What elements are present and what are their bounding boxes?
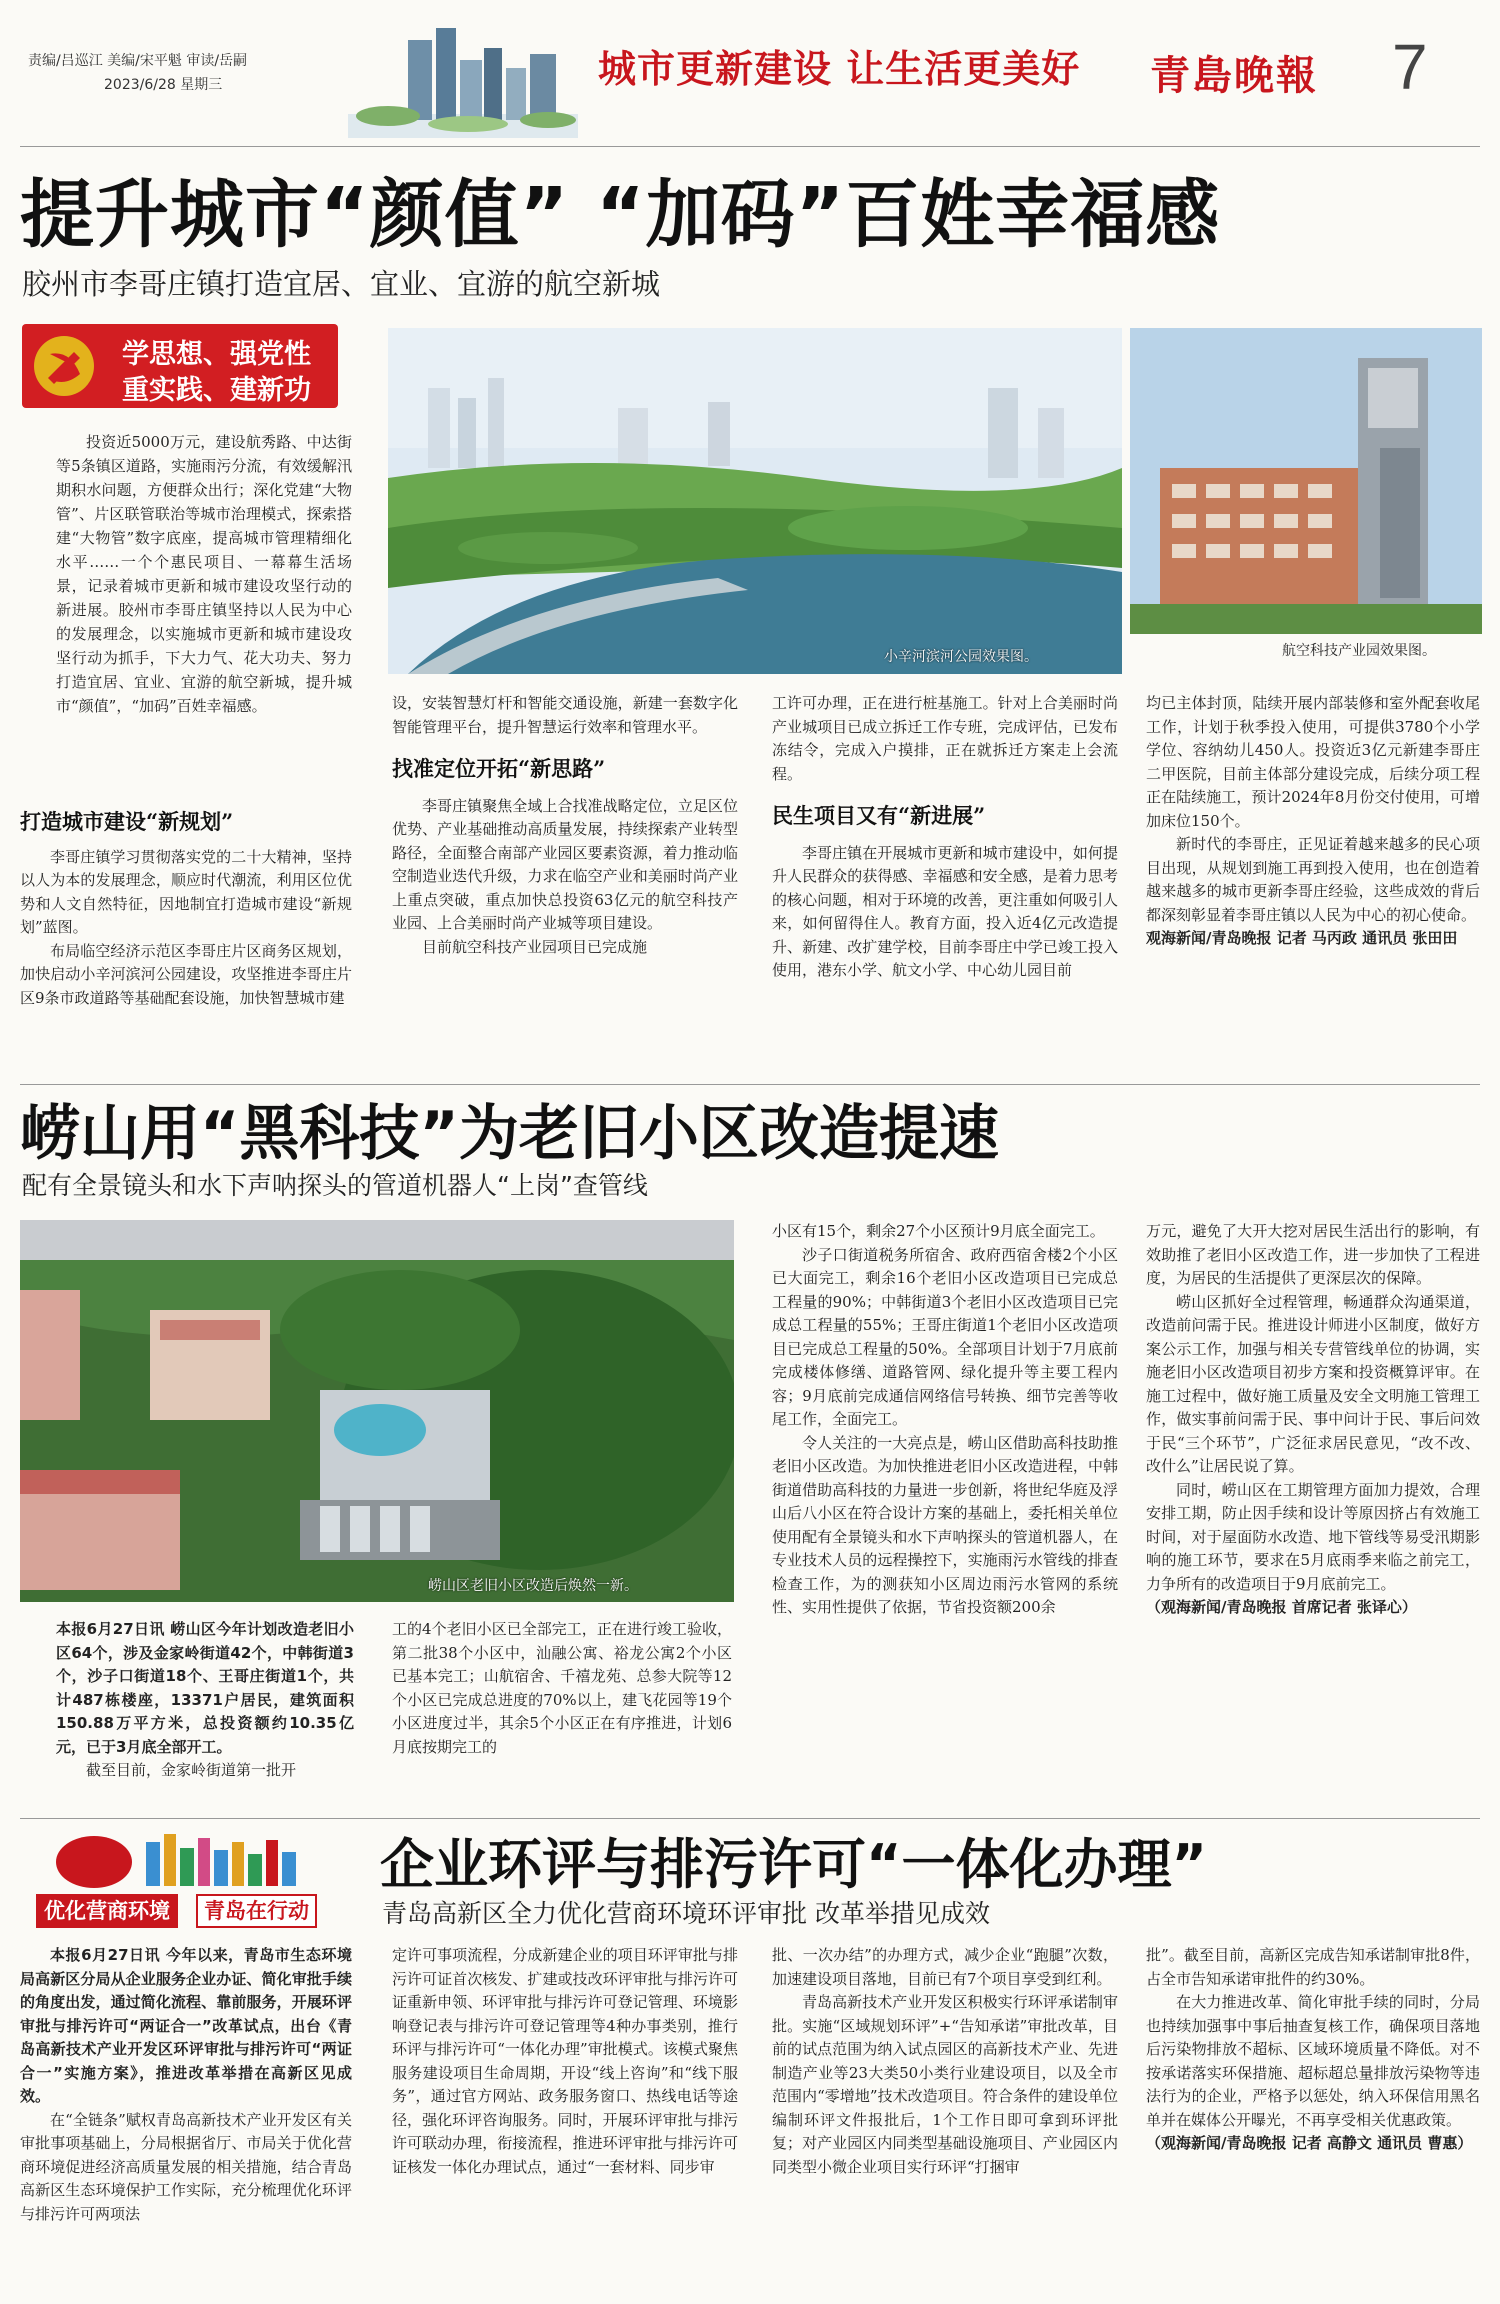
article1-title: 提升城市“颜值” “加码”百姓幸福感 xyxy=(20,172,1221,258)
page-number: 7 xyxy=(1392,31,1428,103)
newspaper-logo: 青島晚報 xyxy=(1150,52,1318,99)
section-banner: 城市更新建设 让生活更美好 xyxy=(598,47,1081,91)
section-heading-strategy: 找准定位开拓“新思路” xyxy=(392,756,606,781)
article2-title: 崂山用“黑科技”为老旧小区改造提速 xyxy=(20,1099,999,1169)
logo-line2: 青岛在行动 xyxy=(196,1894,317,1928)
article1-col4: 均已主体封顶，陆续开展内部装修和室外配套收尾工作，计划于秋季投入使用，可提供3780个小学学位、容纳幼儿450人。投资近3亿元新建李哥庄二甲医院，目前主体部分建设完成，后续分项工程正在陆续施工，预计2024年8月份交付使用，可增加床位150个。 新时代的李哥庄，正见证着越来越多的民心项目出现，从规划到施工再到投入使用，也在创造着越来越多的城市更新李哥庄经验，这些成效的背后都深刻彰显着李哥庄镇以人民为中心的初心使命。 观海新闻/青岛晚报 记者 马丙政 通讯员 张田田 xyxy=(1146,692,1480,1072)
article3-byline: （观海新闻/青岛晚报 记者 高静文 通讯员 曹惠） xyxy=(1146,2134,1473,2152)
city-skyline-illustration xyxy=(348,20,578,138)
article2-subtitle: 配有全景镜头和水下声呐探头的管道机器人“上岗”查管线 xyxy=(22,1171,648,1200)
article1-byline: 观海新闻/青岛晚报 记者 马丙政 通讯员 张田田 xyxy=(1146,929,1458,947)
article2-col4: 万元，避免了大开大挖对居民生活出行的影响，有效助推了老旧小区改造工作，进一步加快了工程进度，为居民的生活提供了更深层次的保障。 崂山区抓好全过程管理，畅通群众沟通渠道，改造前问需于民。推进设计师进小区制度，做好方案公示工作，加强与相关专营管线单位的协调，实施老旧小区改造项目初步方案和投资概算评审。在施工过程中，做好施工质量及安全文明施工管理工作，做实事前问需于民、事中问计于民、事后问效于民“三个环节”，广泛征求居民意见，“改不改、改什么”让居民说了算。 同时，崂山区在工期管理方面加力提效，合理安排工期，防止因手续和设计等原因挤占有效施工时间，对于屋面防水改造、地下管线等易受汛期影响的施工环节，要求在5月底雨季来临之前完工，力争所有的改造项目于9月底前完工。 （观海新闻/青岛晚报 首席记者 张译心） xyxy=(1146,1220,1480,1814)
park-rendering-photo xyxy=(388,328,1122,674)
issue-date: 2023/6/28 星期三 xyxy=(104,77,223,93)
party-emblem-icon xyxy=(30,332,98,400)
article2-byline: （观海新闻/青岛晚报 首席记者 张译心） xyxy=(1146,1598,1417,1616)
editor-credits: 责编/吕巡江 美编/宋平魁 审读/岳嗣 xyxy=(28,53,248,69)
article3-col4: 批”。截至目前，高新区完成告知承诺制审批8件，占全市告知承诺审批件的约30%。 在大力推进改革、简化审批手续的同时，分局也持续加强事中事后抽查复核工作，确保项目落地后污染物排放不超标、区域环境质量不降低。对不按承诺落实环保措施、超标超总量排放污染物等违法行为的企业，严格予以惩处，纳入环保信用黑名单并在媒体公开曝光，不再享受相关优惠政策。 （观海新闻/青岛晚报 记者 高静文 通讯员 曹惠） xyxy=(1146,1944,1480,2294)
article3-col1: 本报6月27日讯 今年以来，青岛市生态环境局高新区分局从企业服务企业办证、简化审批手续的角度出发，通过简化流程、靠前服务，开展环评审批与排污许可“两证合一”改革试点，出台《青岛高新技术产业开发区环评审批与排污许可“两证合一”实施方案》，推进改革举措在高新区见成效。 在“全链条”赋权青岛高新技术产业开发区有关审批事项基础上，分局根据省厅、市局关于优化营商环境促进经济高质量发展的相关措施，结合青岛高新区生态环境保护工作实际，充分梳理优化环评与排污许可两项法 xyxy=(20,1946,352,2223)
park-photo-caption: 小辛河滨河公园效果图。 xyxy=(884,649,1038,665)
aviation-photo-caption: 航空科技产业园效果图。 xyxy=(1282,643,1436,659)
article3-col2: 定许可事项流程，分成新建企业的项目环评审批与排污许可证首次核发、扩建或技改环评审批与排污许可证重新申领、环评审批与排污许可登记管理、环境影响登记表与排污许可登记管理等4种办事类别，推行环评与排污许可“一体化办理”审批模式。该模式聚焦服务建设项目生命周期，开设“线上咨询”和“线下服务”，通过官方网站、政务服务窗口、热线电话等途径，强化环评咨询服务。同时，开展环评审批与排污许可联动办理，衔接流程，推进环评审批与排污许可证核发一体化办理试点，通过“一套材料、同步审 xyxy=(392,1946,738,2176)
article2-col2: 工的4个老旧小区已全部完工，正在进行竣工验收，第二批38个小区中，汕融公寓、裕龙公寓2个小区已基本完工；山航宿舍、千禧龙苑、总参大院等12个小区已完成总进度的70%以上，建飞花园等19个小区进度过半，其余5个小区正在有序推进，计划6月底按期完工的 xyxy=(392,1620,732,1756)
community-photo-caption: 崂山区老旧小区改造后焕然一新。 xyxy=(428,1578,638,1594)
badge-line1: 学思想、强党性 xyxy=(122,339,311,370)
city-skyline-logo-icon xyxy=(36,1828,346,1892)
article3-subtitle: 青岛高新区全力优化营商环境环评审批 改革举措见成效 xyxy=(382,1899,990,1928)
article1-lead: 投资近5000万元，建设航秀路、中达街等5条镇区道路，实施雨污分流，有效缓解汛期积水问题，方便群众出行；深化党建“大物管”、片区联管联治等城市治理模式，探索搭建“大物管”数字底座，提高城市管理精细化水平……一个个惠民项目、一幕幕生活场景，记录着城市更新和城市建设攻坚行动的新进展。胶州市李哥庄镇坚持以人民为中心的发展理念，以实施城市更新和城市建设攻坚行动为抓手，下大力气、花大功夫、努力打造宜居、宜业、宜游的航空新城，提升城市“颜值”，“加码”百姓幸福感。 xyxy=(56,433,352,715)
article1-subtitle: 胶州市李哥庄镇打造宜居、宜业、宜游的航空新城 xyxy=(22,267,661,301)
logo-line1: 优化营商环境 xyxy=(36,1894,178,1928)
section-heading-plan: 打造城市建设“新规划” xyxy=(20,810,234,834)
renovated-community-photo xyxy=(20,1220,734,1602)
article2-col1: 本报6月27日讯 崂山区今年计划改造老旧小区64个，涉及金家岭街道42个，中韩街道3个，沙子口街道18个、王哥庄街道1个，共计487栋楼座，13371户居民，建筑面积150.88万平方米，总投资额约10.35亿元，已于3月底全部开工。 截至目前，金家岭街道第一批开 xyxy=(56,1620,354,1779)
business-environment-logo xyxy=(36,1828,346,1932)
article2-col3: 小区有15个，剩余27个小区预计9月底全面完工。 沙子口街道税务所宿舍、政府西宿舍楼2个小区已大面完工，剩余16个老旧小区改造项目已完成总工程量的90%；中韩街道3个老旧小区改造项目已完成总工程量的55%；王哥庄街道1个老旧小区改造项目已完成总工程量的50%。全部项目计划于7月底前完成楼体修缮、道路管网、绿化提升等主要工程内容；9月底前完成通信网络信号转换、细节完善等收尾工作，全面完工。 令人关注的一大亮点是，崂山区借助高科技助推老旧小区改造。为加快推进老旧小区改造进程，中韩街道借助高科技的力量进一步创新，将世纪华庭及浮山后八小区在符合设计方案的基础上，委托相关单位使用配有全景镜头和水下声呐探头的管道机器人，在专业技术人员的远程操控下，实施雨污水管线的排查检查工作，为的测获知小区周边雨污水管网的系统性、实用性提供了依据，节省投资额200余 xyxy=(772,1222,1118,1616)
article3-col3: 批、一次办结”的办理方式，减少企业“跑腿”次数，加速建设项目落地，目前已有7个项目享受到红利。 青岛高新技术产业开发区积极实行环评承诺制审批。实施“区域规划环评”+“告知承诺”审批改革，目前的试点范围为纳入试点园区的高新技术产业、先进制造产业等23大类50小类行业建设项目，以及全市范围内“零增地”技术改造项目。符合条件的建设单位编制环评文件报批后，1个工作日即可拿到环评批复；对产业园区内同类型基础设施项目、产业园区内同类型小微企业项目实行环评“打捆审 xyxy=(772,1946,1118,2176)
article1-col1: 打造城市建设“新规划” 李哥庄镇学习贯彻落实党的二十大精神，坚持以人为本的发展理念，顺应时代潮流，利用区位优势和人文自然特征，因地制宜打造城市建设“新规划”蓝图。 布局临空经济示范区李哥庄片区商务区规划，加快启动小辛河滨河公园建设，攻坚推进李哥庄片区9条市政道路等基础配套设施，加快智慧城市建 xyxy=(20,810,352,1007)
badge-line2: 重实践、建新功 xyxy=(122,375,311,406)
party-theme-badge xyxy=(22,324,338,408)
article1-col2: 设，安装智慧灯杆和智能交通设施，新建一套数字化智能管理平台，提升智慧运行效率和管理水平。 找准定位开拓“新思路” 李哥庄镇聚焦全域上合找准战略定位，立足区位优势、产业基础推动高质量发展，持续探索产业转型路径，全面整合南部产业园区要素资源，着力推动临空制造业迭代升级，力求在临空产业和美丽时尚产业上重点突破，重点加快总投资63亿元的航空科技产业园、上合美丽时尚产业城等项目建设。 目前航空科技产业园项目已完成施 xyxy=(392,694,738,956)
aviation-park-rendering-photo xyxy=(1130,328,1482,634)
article1-col3: 工许可办理，正在进行桩基施工。针对上合美丽时尚产业城项目已成立拆迁工作专班，完成评估，已发布冻结令，完成入户摸排，正在就拆迁方案走上会流程。 民生项目又有“新进展” 李哥庄镇在开展城市更新和城市建设中，如何提升人民群众的获得感、幸福感和安全感，是着力思考的核心问题，相对于环境的改善，更注重如何吸引人来，如何留得住人。教育方面，投入近4亿元改造提升、新建、改扩建学校，目前李哥庄中学已竣工投入使用，港东小学、航文小学、中心幼儿园目前 xyxy=(772,694,1118,979)
article3-title: 企业环评与排污许可“一体化办理” xyxy=(380,1833,1207,1896)
section-heading-livelihood: 民生项目又有“新进展” xyxy=(772,803,986,828)
